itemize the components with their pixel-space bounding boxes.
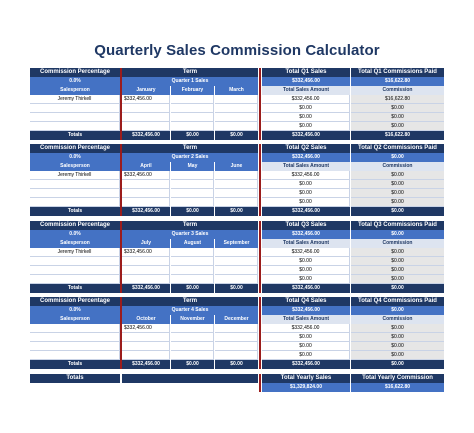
month-2-header: November — [171, 315, 214, 324]
month-1-cell[interactable] — [122, 113, 170, 122]
month-3-header: December — [215, 315, 258, 324]
table-row — [30, 189, 444, 198]
total-sales-amount-cell: $0.00 — [262, 198, 350, 207]
commission-percentage-value[interactable]: 0.0% — [30, 153, 120, 162]
month-2-header: May — [171, 162, 214, 171]
month-3-cell[interactable] — [215, 257, 258, 266]
commission-total: $0.00 — [351, 360, 444, 369]
salesperson-cell[interactable] — [30, 266, 120, 275]
month-1-total: $332,456.00 — [122, 284, 170, 293]
commission-header: Commission — [351, 315, 444, 324]
total-sales-value: $332,456.00 — [262, 306, 350, 315]
month-3-header: September — [215, 239, 258, 248]
salesperson-cell[interactable] — [30, 189, 120, 198]
total-sales-amount-cell: $0.00 — [262, 275, 350, 284]
total-commissions-value: $16,622.80 — [351, 77, 444, 86]
total-sales-value: $332,456.00 — [262, 153, 350, 162]
month-3-cell[interactable] — [215, 104, 258, 113]
total-commissions-header: Total Q4 Commissions Paid — [351, 297, 444, 306]
month-2-header: February — [171, 86, 214, 95]
salesperson-cell[interactable] — [30, 324, 120, 333]
table-row — [30, 104, 444, 113]
month-3-cell[interactable] — [215, 275, 258, 284]
total-yearly-sales-value: $1,329,824.00 — [262, 383, 350, 392]
term-name: Quarter 1 Sales — [122, 77, 258, 86]
total-sales-amount-cell: $0.00 — [262, 104, 350, 113]
month-1-header: April — [122, 162, 170, 171]
table-row — [30, 113, 444, 122]
month-2-total: $0.00 — [171, 284, 214, 293]
month-2-cell[interactable] — [171, 104, 214, 113]
divider-line — [259, 144, 261, 216]
total-sales-value: $332,456.00 — [262, 77, 350, 86]
total-commissions-value: $0.00 — [351, 306, 444, 315]
totals-row — [30, 131, 444, 140]
month-1-cell[interactable]: $332,456.00 — [122, 95, 170, 104]
totals-label: Totals — [30, 284, 120, 293]
month-3-total: $0.00 — [215, 131, 258, 140]
total-sales-amount-cell: $332,456.00 — [262, 248, 350, 257]
salesperson-cell[interactable] — [30, 257, 120, 266]
table-row — [30, 351, 444, 360]
totals-row — [30, 284, 444, 293]
month-3-cell[interactable] — [215, 189, 258, 198]
month-3-cell[interactable] — [215, 180, 258, 189]
total-sales-header: Total Q3 Sales — [262, 221, 350, 230]
month-1-cell[interactable]: $332,456.00 — [122, 324, 170, 333]
total-sales-amount-header: Total Sales Amount — [262, 162, 350, 171]
total-sales-amount-cell: $0.00 — [262, 189, 350, 198]
month-3-cell[interactable] — [215, 113, 258, 122]
month-3-header: March — [215, 86, 258, 95]
commission-cell: $0.00 — [351, 324, 444, 333]
month-3-cell[interactable] — [215, 248, 258, 257]
column-header-row — [30, 315, 444, 324]
term-name: Quarter 4 Sales — [122, 306, 258, 315]
month-1-header: January — [122, 86, 170, 95]
table-row — [30, 333, 444, 342]
month-3-total: $0.00 — [215, 284, 258, 293]
table-row — [30, 95, 444, 104]
term-header: Term — [122, 144, 258, 153]
month-1-cell[interactable] — [122, 266, 170, 275]
month-1-cell[interactable] — [122, 189, 170, 198]
total-sales-amount-total: $332,456.00 — [262, 131, 350, 140]
total-commissions-value: $0.00 — [351, 230, 444, 239]
totals-label: Totals — [30, 360, 120, 369]
month-3-cell[interactable] — [215, 351, 258, 360]
month-2-cell[interactable] — [171, 180, 214, 189]
term-name: Quarter 3 Sales — [122, 230, 258, 239]
divider-line — [259, 297, 261, 369]
commission-cell: $0.00 — [351, 113, 444, 122]
month-1-cell[interactable] — [122, 333, 170, 342]
month-1-total: $332,456.00 — [122, 131, 170, 140]
table-row — [30, 122, 444, 131]
header-row — [30, 297, 444, 306]
total-sales-amount-cell: $0.00 — [262, 333, 350, 342]
yearly-header-row — [30, 374, 444, 383]
commission-total: $0.00 — [351, 207, 444, 216]
total-sales-amount-cell: $0.00 — [262, 180, 350, 189]
commission-cell: $0.00 — [351, 122, 444, 131]
month-3-cell[interactable] — [215, 198, 258, 207]
summary-row — [30, 153, 444, 162]
salesperson-cell[interactable] — [30, 180, 120, 189]
yearly-value-row — [30, 383, 444, 392]
divider-line — [120, 297, 122, 369]
commission-cell: $0.00 — [351, 248, 444, 257]
total-commissions-value: $0.00 — [351, 153, 444, 162]
table-row — [30, 266, 444, 275]
month-2-total: $0.00 — [171, 131, 214, 140]
total-sales-amount-cell: $0.00 — [262, 342, 350, 351]
table-row — [30, 324, 444, 333]
commission-cell: $0.00 — [351, 333, 444, 342]
table-row — [30, 171, 444, 180]
month-1-cell[interactable] — [122, 342, 170, 351]
commission-percentage-header: Commission Percentage — [30, 68, 120, 77]
month-1-total: $332,456.00 — [122, 360, 170, 369]
total-yearly-commission-value: $16,622.80 — [351, 383, 444, 392]
total-sales-amount-cell: $0.00 — [262, 266, 350, 275]
commission-percentage-header: Commission Percentage — [30, 221, 120, 230]
month-3-cell[interactable] — [215, 266, 258, 275]
salesperson-cell[interactable] — [30, 122, 120, 131]
total-sales-amount-cell: $0.00 — [262, 351, 350, 360]
total-sales-amount-total: $332,456.00 — [262, 207, 350, 216]
divider-line — [120, 144, 122, 216]
month-2-cell[interactable] — [171, 257, 214, 266]
column-header-row — [30, 86, 444, 95]
month-1-cell[interactable]: $332,456.00 — [122, 248, 170, 257]
yearly-totals-label: Totals — [30, 374, 120, 383]
divider-line — [120, 68, 122, 140]
total-sales-amount-cell: $332,456.00 — [262, 171, 350, 180]
term-header: Term — [122, 297, 258, 306]
month-1-total: $332,456.00 — [122, 207, 170, 216]
commission-cell: $0.00 — [351, 351, 444, 360]
commission-cell: $0.00 — [351, 342, 444, 351]
total-commissions-header: Total Q3 Commissions Paid — [351, 221, 444, 230]
commission-header: Commission — [351, 162, 444, 171]
month-3-cell[interactable] — [215, 342, 258, 351]
month-2-cell[interactable] — [171, 342, 214, 351]
commission-total: $16,622.80 — [351, 131, 444, 140]
commission-header: Commission — [351, 86, 444, 95]
month-2-cell[interactable] — [171, 189, 214, 198]
table-row — [30, 342, 444, 351]
total-commissions-header: Total Q2 Commissions Paid — [351, 144, 444, 153]
column-header-row — [30, 162, 444, 171]
totals-row — [30, 207, 444, 216]
salesperson-header: Salesperson — [30, 239, 120, 248]
total-yearly-commission-header: Total Yearly Commission — [351, 374, 444, 383]
salesperson-cell[interactable] — [30, 351, 120, 360]
month-2-cell[interactable] — [171, 333, 214, 342]
total-sales-amount-header: Total Sales Amount — [262, 86, 350, 95]
total-sales-amount-total: $332,456.00 — [262, 360, 350, 369]
total-sales-value: $332,456.00 — [262, 230, 350, 239]
summary-row — [30, 77, 444, 86]
month-1-cell[interactable] — [122, 257, 170, 266]
salesperson-cell[interactable]: Jeremy Thirkell — [30, 171, 120, 180]
month-3-total: $0.00 — [215, 360, 258, 369]
salesperson-header: Salesperson — [30, 315, 120, 324]
salesperson-cell[interactable] — [30, 104, 120, 113]
total-yearly-sales-header: Total Yearly Sales — [262, 374, 350, 383]
commission-percentage-value[interactable]: 0.0% — [30, 77, 120, 86]
summary-row — [30, 306, 444, 315]
month-1-cell[interactable] — [122, 104, 170, 113]
month-1-cell[interactable] — [122, 275, 170, 284]
month-3-total: $0.00 — [215, 207, 258, 216]
month-1-cell[interactable] — [122, 198, 170, 207]
month-3-cell[interactable] — [215, 95, 258, 104]
total-sales-header: Total Q1 Sales — [262, 68, 350, 77]
month-2-cell[interactable] — [171, 266, 214, 275]
commission-percentage-header: Commission Percentage — [30, 144, 120, 153]
month-1-cell[interactable] — [122, 122, 170, 131]
month-2-cell[interactable] — [171, 198, 214, 207]
month-1-header: July — [122, 239, 170, 248]
month-2-cell[interactable] — [171, 95, 214, 104]
commission-percentage-value[interactable]: 0.0% — [30, 306, 120, 315]
total-sales-amount-cell: $332,456.00 — [262, 95, 350, 104]
commission-percentage-value[interactable]: 0.0% — [30, 230, 120, 239]
commission-percentage-header: Commission Percentage — [30, 297, 120, 306]
total-sales-amount-total: $332,456.00 — [262, 284, 350, 293]
salesperson-header: Salesperson — [30, 86, 120, 95]
month-2-cell[interactable] — [171, 324, 214, 333]
page-title: Quarterly Sales Commission Calculator — [94, 42, 380, 59]
month-2-cell[interactable] — [171, 275, 214, 284]
salesperson-header: Salesperson — [30, 162, 120, 171]
total-sales-header: Total Q2 Sales — [262, 144, 350, 153]
commission-cell: $0.00 — [351, 104, 444, 113]
month-2-cell[interactable] — [171, 351, 214, 360]
month-2-total: $0.00 — [171, 207, 214, 216]
table-row — [30, 257, 444, 266]
total-commissions-header: Total Q1 Commissions Paid — [351, 68, 444, 77]
month-3-cell[interactable] — [215, 122, 258, 131]
summary-row — [30, 230, 444, 239]
month-2-cell[interactable] — [171, 171, 214, 180]
commission-cell: $0.00 — [351, 180, 444, 189]
term-header: Term — [122, 68, 258, 77]
term-header: Term — [122, 221, 258, 230]
divider-line — [120, 221, 122, 293]
commission-header: Commission — [351, 239, 444, 248]
commission-cell: $16,622.80 — [351, 95, 444, 104]
total-sales-amount-header: Total Sales Amount — [262, 239, 350, 248]
salesperson-cell[interactable] — [30, 198, 120, 207]
commission-cell: $0.00 — [351, 198, 444, 207]
month-2-cell[interactable] — [171, 122, 214, 131]
salesperson-cell[interactable]: Jeremy Thirkell — [30, 248, 120, 257]
totals-row — [30, 360, 444, 369]
divider-line — [259, 68, 261, 140]
total-sales-amount-cell: $0.00 — [262, 113, 350, 122]
term-name: Quarter 2 Sales — [122, 153, 258, 162]
month-2-total: $0.00 — [171, 360, 214, 369]
header-row — [30, 68, 444, 77]
total-sales-amount-cell: $0.00 — [262, 122, 350, 131]
table-row — [30, 275, 444, 284]
yearly-spacer — [122, 374, 258, 383]
commission-cell: $0.00 — [351, 171, 444, 180]
commission-total: $0.00 — [351, 284, 444, 293]
commission-cell: $0.00 — [351, 275, 444, 284]
month-2-cell[interactable] — [171, 248, 214, 257]
commission-cell: $0.00 — [351, 257, 444, 266]
total-sales-amount-cell: $0.00 — [262, 257, 350, 266]
header-row — [30, 221, 444, 230]
divider-line — [259, 374, 261, 392]
table-row — [30, 248, 444, 257]
month-3-header: June — [215, 162, 258, 171]
totals-label: Totals — [30, 207, 120, 216]
salesperson-cell[interactable] — [30, 333, 120, 342]
salesperson-cell[interactable] — [30, 275, 120, 284]
divider-line — [259, 221, 261, 293]
table-row — [30, 198, 444, 207]
total-sales-amount-header: Total Sales Amount — [262, 315, 350, 324]
table-row — [30, 180, 444, 189]
month-1-header: October — [122, 315, 170, 324]
total-sales-header: Total Q4 Sales — [262, 297, 350, 306]
month-2-cell[interactable] — [171, 113, 214, 122]
salesperson-cell[interactable] — [30, 342, 120, 351]
commission-cell: $0.00 — [351, 266, 444, 275]
month-3-cell[interactable] — [215, 171, 258, 180]
month-3-cell[interactable] — [215, 333, 258, 342]
commission-cell: $0.00 — [351, 189, 444, 198]
month-2-header: August — [171, 239, 214, 248]
month-3-cell[interactable] — [215, 324, 258, 333]
totals-label: Totals — [30, 131, 120, 140]
month-1-cell[interactable] — [122, 180, 170, 189]
salesperson-cell[interactable] — [30, 113, 120, 122]
salesperson-cell[interactable]: Jeremy Thirkell — [30, 95, 120, 104]
month-1-cell[interactable] — [122, 351, 170, 360]
month-1-cell[interactable]: $332,456.00 — [122, 171, 170, 180]
total-sales-amount-cell: $332,456.00 — [262, 324, 350, 333]
header-row — [30, 144, 444, 153]
column-header-row — [30, 239, 444, 248]
